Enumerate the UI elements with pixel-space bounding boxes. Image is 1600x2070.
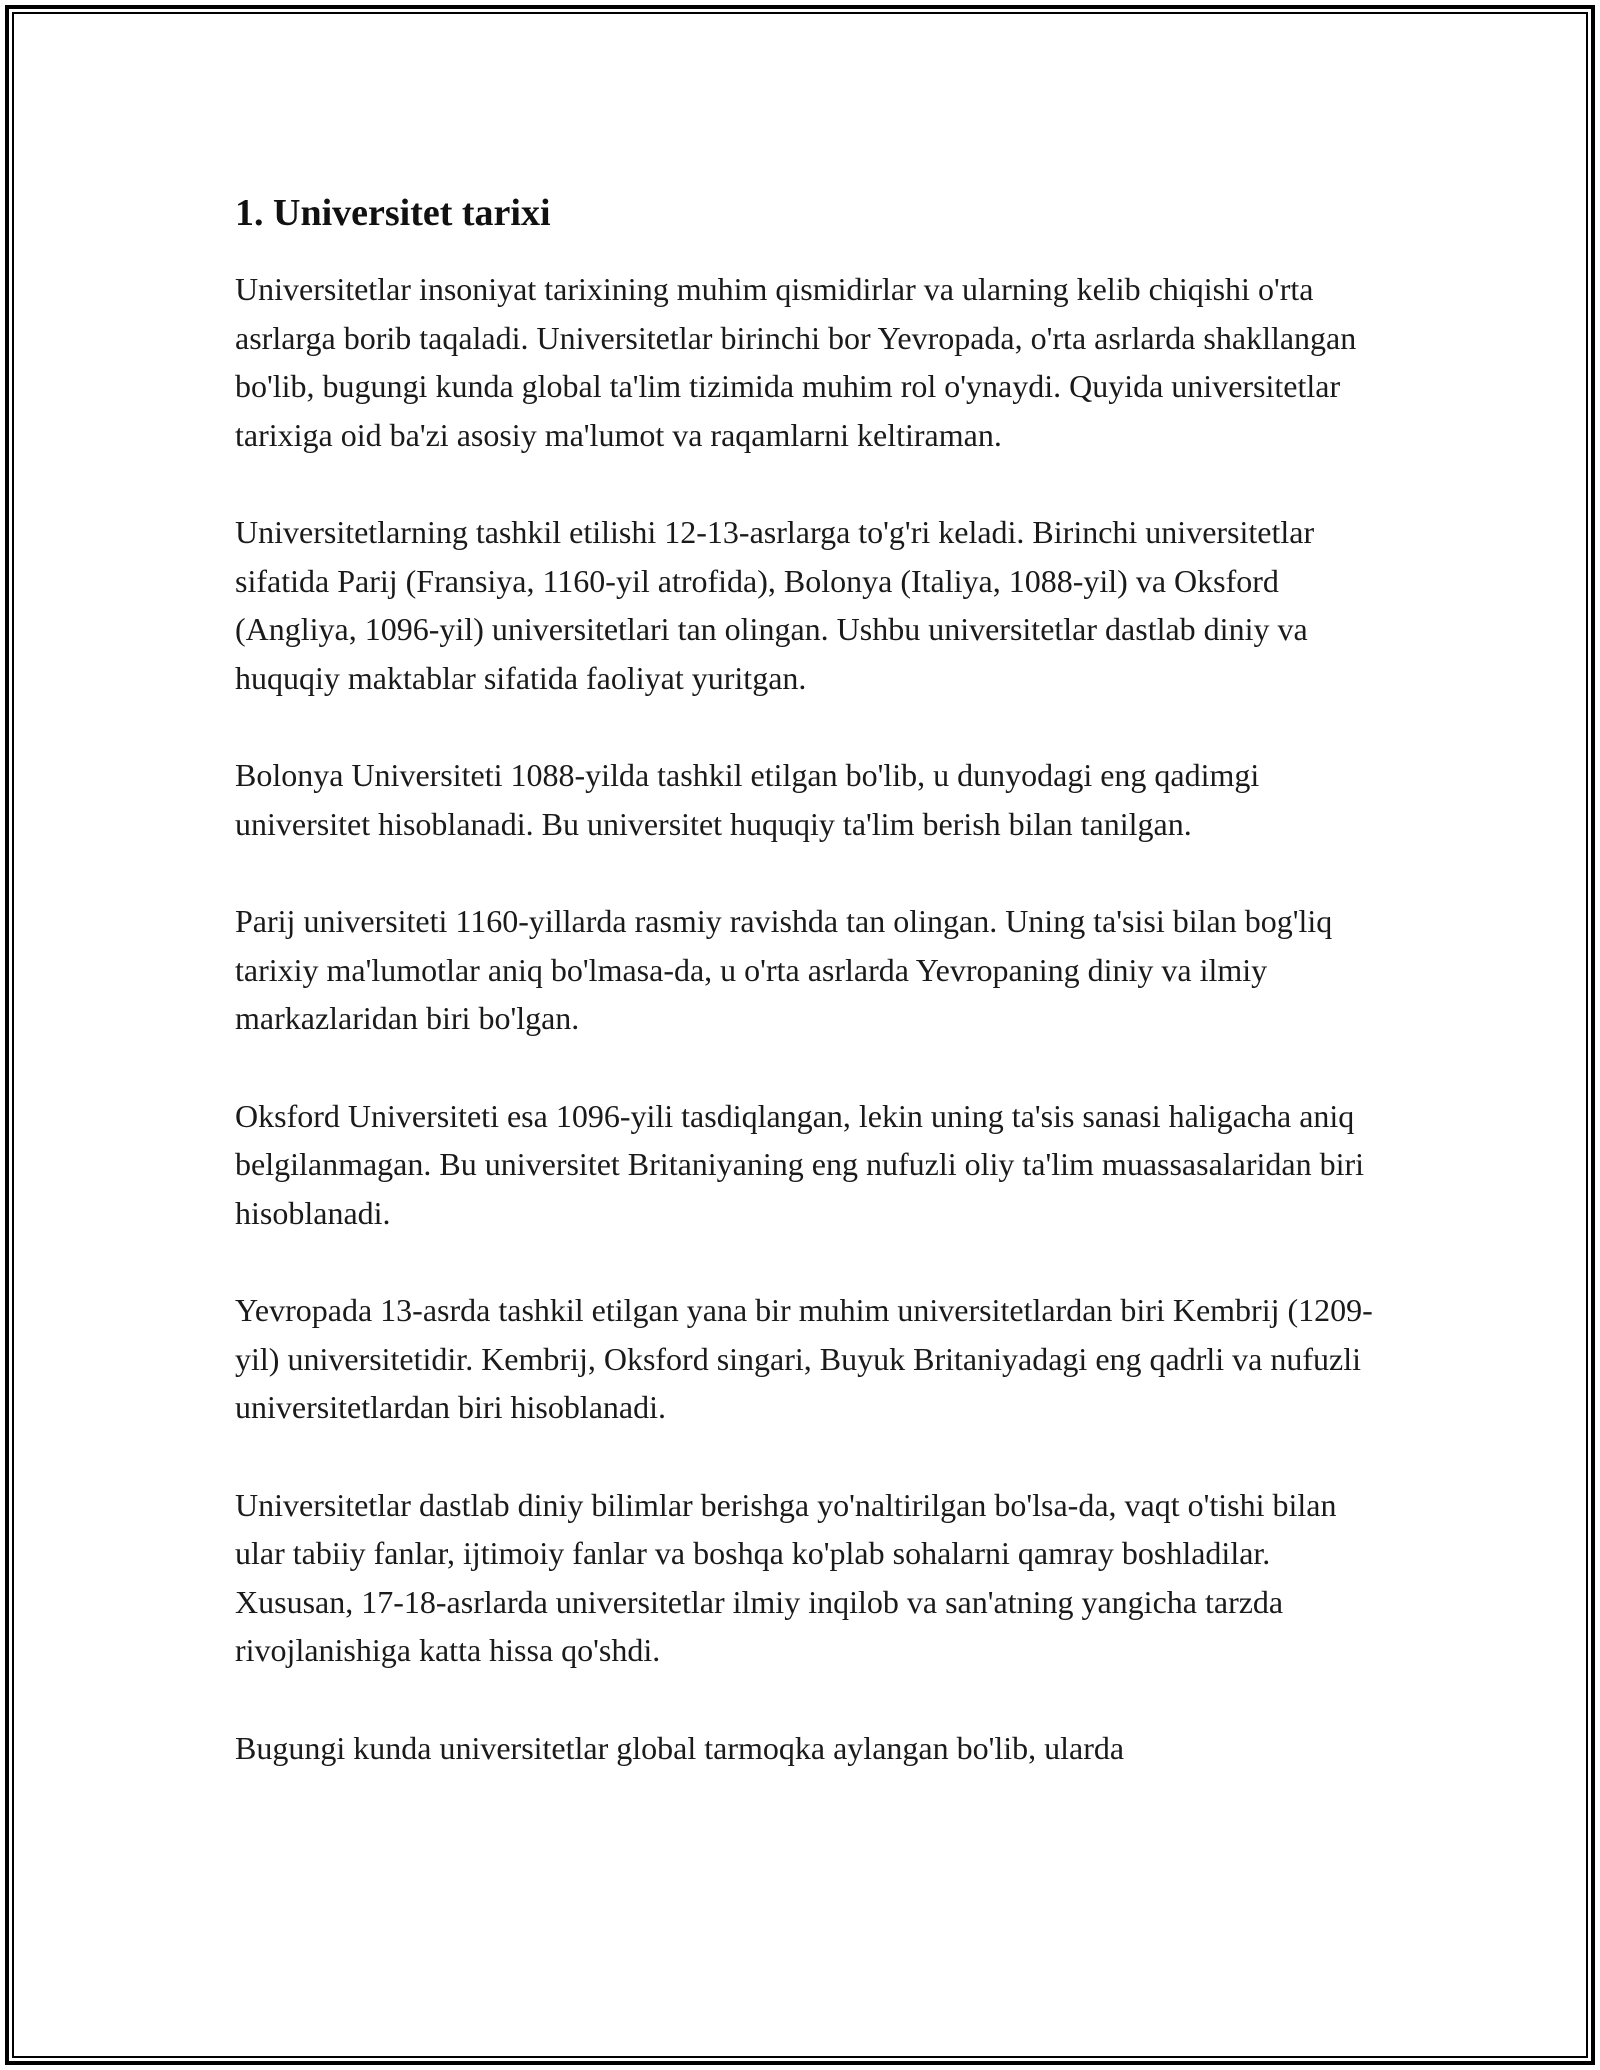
paragraph-founding: Universitetlarning tashkil etilishi 12-13-asrlarga to'g'ri keladi. Birinchi universitetlar sifatida Parij (Fransiya, 1160-yil atrofida), Bolonya (Italiya, 1088-yil) va Oksford (Angliya, 1096-yil) universitetlari tan olingan. Ushbu universitetlar dastlab diniy va huquqiy maktablar sifatida faoliyat yuritgan.: [235, 514, 1315, 696]
section-heading: 1. Universitet tarixi: [235, 192, 551, 234]
paragraph-intro: Universitetlar insoniyat tarixining muhim qismidirlar va ularning kelib chiqishi o'rta asrlarga borib taqaladi. Universitetlar birinchi bor Yevropada, o'rta asrlarda shakllangan bo'lib, bugungi kunda global ta'lim tizimida muhim rol o'ynaydi. Quyida universitetlar tarixiga oid ba'zi asosiy ma'lumot va raqamlarni keltiraman.: [235, 271, 1357, 453]
paragraph-cambridge: Yevropada 13-asrda tashkil etilgan yana bir muhim universitetlardan biri Kembrij (1209-yil) universitetidir. Kembrij, Oksford singari, Buyuk Britaniyadagi eng qadrli va nufuzli universitetlardan biri hisoblanadi.: [235, 1292, 1373, 1425]
document-body: [235, 185, 1375, 1821]
paragraph-evolution: Universitetlar dastlab diniy bilimlar berishga yo'naltirilgan bo'lsa-da, vaqt o'tishi bilan ular tabiiy fanlar, ijtimoiy fanlar va boshqa ko'plab sohalarni qamray boshladilar. Xususan, 17-18-asrlarda universitetlar ilmiy inqilob va san'atning yangicha tarzda rivojlanishiga katta hissa qo'shdi.: [235, 1486, 1337, 1668]
paragraph-today: Bugungi kunda universitetlar global tarmoqka aylangan bo'lib, ularda: [235, 1729, 1125, 1766]
paragraph-paris: Parij universiteti 1160-yillarda rasmiy ravishda tan olingan. Uning ta'sisi bilan bog'liq tarixiy ma'lumotlar aniq bo'lmasa-da, u o'rta asrlarda Yevropaning diniy va ilmiy markazlaridan biri bo'lgan.: [235, 903, 1333, 1036]
paragraph-oxford: Oksford Universiteti esa 1096-yili tasdiqlangan, lekin uning ta'sis sanasi haligacha aniq belgilanmagan. Bu universitet Britaniyaning eng nufuzli oliy ta'lim muassasalaridan biri hisoblanadi.: [235, 1097, 1365, 1231]
paragraph-bologna: Bolonya Universiteti 1088-yilda tashkil etilgan bo'lib, u dunyodagi eng qadimgi universitet hisoblanadi. Bu universitet huquqiy ta'lim berish bilan tanilgan.: [235, 757, 1260, 842]
